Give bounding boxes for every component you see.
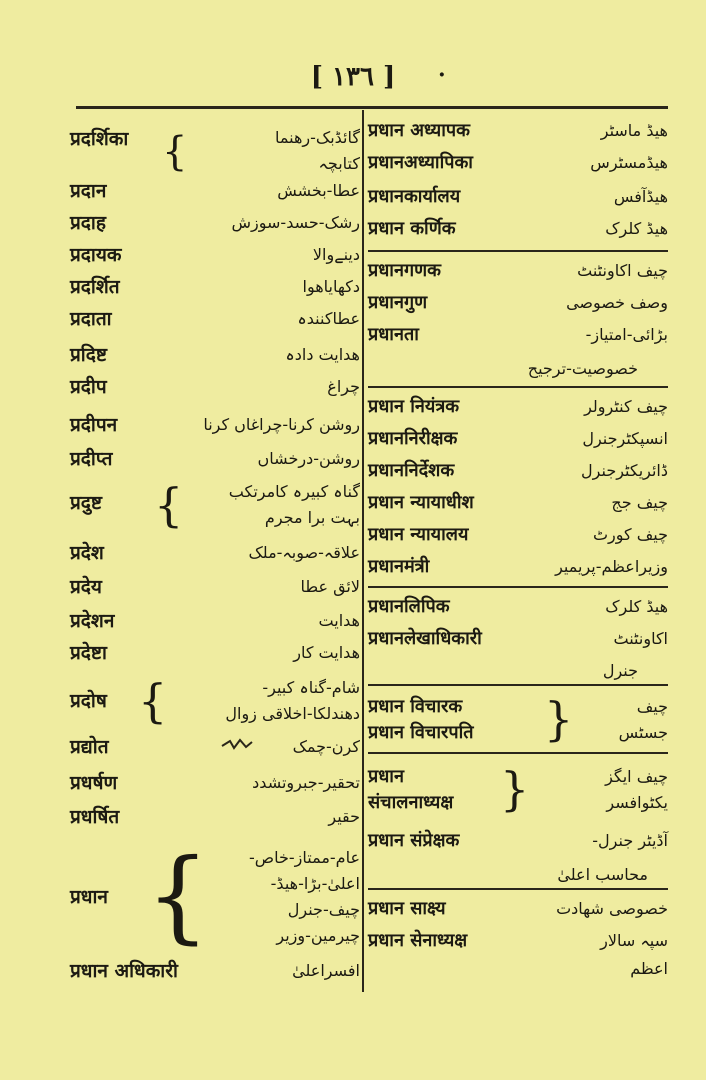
hindi-headword: प्रदेश <box>70 542 104 564</box>
page-number-label: [ ١٣٦ ] <box>310 62 396 92</box>
urdu-meaning: چیف <box>636 697 668 716</box>
urdu-meaning: کرن-چمک <box>292 737 360 756</box>
urdu-meaning: شام-گناہ کبیر- <box>262 678 360 697</box>
urdu-meaning: بہت برا مجرم <box>264 508 360 527</box>
brace-icon: } <box>544 692 574 746</box>
urdu-meaning: وصف خصوصی <box>566 293 668 312</box>
hindi-headword: प्रधान अध्यापक <box>368 120 470 141</box>
hindi-headword: प्रदिष्ट <box>70 344 107 366</box>
urdu-meaning: حقیر <box>328 807 360 826</box>
urdu-meaning: اعظم <box>630 959 668 978</box>
hindi-headword: प्रधान <box>368 766 404 787</box>
brace-icon: { <box>138 674 168 728</box>
urdu-meaning: عام-ممتاز-خاص- <box>248 848 360 867</box>
urdu-meaning: چیف کنٹرولر <box>584 397 668 416</box>
urdu-meaning: هدایت کار <box>293 643 360 662</box>
urdu-meaning: هیڈمسٹرس <box>590 153 668 172</box>
hindi-headword: प्रधान न्यायालय <box>368 524 469 545</box>
hindi-headword: प्रधर्षित <box>70 806 120 828</box>
urdu-meaning: خصوصی شهادت <box>556 899 668 918</box>
urdu-meaning: هیڈآفس <box>613 187 668 206</box>
urdu-meaning: محاسب اعلیٰ <box>557 865 648 884</box>
urdu-meaning: چیف اکاونٹنٹ <box>577 261 668 280</box>
urdu-meaning: گائڈبک-رهنما <box>274 128 360 147</box>
urdu-meaning: انسپکٹرجنرل <box>582 429 668 448</box>
urdu-meaning: جسٹس <box>618 723 668 742</box>
urdu-meaning: دکھایاهوا <box>302 277 360 296</box>
urdu-meaning: دینےوالا <box>312 245 360 264</box>
hindi-headword: प्रधाननिरीक्षक <box>368 428 458 449</box>
urdu-meaning: روشن کرنا-چراغاں کرنا <box>203 415 360 434</box>
urdu-meaning: چراغ <box>327 377 360 396</box>
hindi-headword: प्रधानअध्यापिका <box>368 152 473 173</box>
urdu-meaning: تحقیر-جبروتشدد <box>252 773 360 792</box>
urdu-meaning: چیف-جنرل <box>287 900 360 919</box>
urdu-meaning: عطا-بخشش <box>277 181 360 200</box>
page-dot: · <box>438 62 448 88</box>
hindi-headword: प्रदान <box>70 180 107 202</box>
page-number <box>0 62 706 92</box>
hindi-headword: प्रधाननिर्देशक <box>368 460 455 481</box>
hindi-headword: प्रदीपन <box>70 414 118 436</box>
urdu-meaning: هیڈ کلرک <box>605 219 668 238</box>
hindi-headword: प्रदायक <box>70 244 122 266</box>
hindi-headword: प्रधान संप्रेक्षक <box>368 830 460 851</box>
urdu-meaning: سپہ سالار <box>600 931 668 950</box>
hindi-headword: प्रधान <box>70 886 108 908</box>
urdu-meaning: دهندلکا-اخلاقی زوال <box>225 704 360 723</box>
section-divider <box>368 586 668 588</box>
hindi-headword: प्रधान नियंत्रक <box>368 396 460 417</box>
hindi-headword: प्रधान सेनाध्यक्ष <box>368 930 468 951</box>
urdu-meaning: اکاونٹنٹ <box>613 629 668 648</box>
urdu-meaning: یکٹوافسر <box>606 793 668 812</box>
urdu-meaning: لائق عطا <box>300 577 360 596</box>
scribble-mark-icon <box>220 738 254 752</box>
section-divider <box>368 386 668 388</box>
column-divider <box>362 110 364 992</box>
hindi-headword: प्रधानकार्यालय <box>368 186 461 207</box>
urdu-meaning: عطاکنندہ <box>297 309 360 328</box>
urdu-meaning: چیرمین-وزیر <box>276 926 360 945</box>
hindi-headword: प्रधान विचारक <box>368 696 463 717</box>
urdu-meaning: کتابچہ <box>318 154 360 173</box>
hindi-headword: प्रधान साक्ष्य <box>368 898 446 919</box>
urdu-meaning: علاقہ-صوبہ-ملک <box>248 543 360 562</box>
urdu-meaning: گناہ کبیرہ کامرتکب <box>228 482 360 501</box>
hindi-headword: प्रदेशन <box>70 610 115 632</box>
hindi-headword: प्रदर्शिका <box>70 128 129 150</box>
urdu-meaning: افسراعلیٰ <box>292 961 360 980</box>
urdu-meaning: اعلیٰ-بڑا-هیڈ- <box>270 874 360 893</box>
urdu-meaning: خصوصیت-ترجیح <box>527 359 638 378</box>
hindi-headword: प्रदुष्ट <box>70 492 102 514</box>
hindi-headword: प्रधर्षण <box>70 772 118 794</box>
urdu-meaning: رشک-حسد-سوزش <box>231 213 360 232</box>
hindi-headword: प्रधानगुण <box>368 292 428 313</box>
section-divider <box>368 888 668 890</box>
hindi-headword: प्रदेय <box>70 576 102 598</box>
section-divider <box>368 752 668 754</box>
hindi-headword: प्रधानगणक <box>368 260 441 281</box>
urdu-meaning: چیف جج <box>611 493 668 512</box>
urdu-meaning: بڑائی-امتیاز- <box>585 325 668 344</box>
urdu-meaning: هیڈ کلرک <box>605 597 668 616</box>
hindi-headword: प्रदीप <box>70 376 107 398</box>
urdu-meaning: روشن-درخشاں <box>257 449 360 468</box>
urdu-meaning: هدایت دادہ <box>285 345 360 364</box>
hindi-headword: प्रदाह <box>70 212 106 234</box>
header-rule <box>76 106 668 109</box>
hindi-headword: प्रदोष <box>70 690 107 712</box>
hindi-headword: प्रधान अधिकारी <box>70 960 178 982</box>
hindi-headword: प्रधानलेखाधिकारी <box>368 628 482 649</box>
urdu-meaning: آڈیٹر جنرل- <box>592 831 668 850</box>
urdu-meaning: چیف کورٹ <box>592 525 668 544</box>
hindi-headword: प्रदर्शित <box>70 276 120 298</box>
urdu-meaning: جنرل <box>602 661 638 680</box>
brace-icon: { <box>154 478 184 532</box>
brace-icon: } <box>500 762 530 816</box>
hindi-headword: प्रदाता <box>70 308 112 330</box>
urdu-meaning: هدایت <box>318 611 360 630</box>
section-divider <box>368 684 668 686</box>
section-divider <box>368 250 668 252</box>
hindi-headword: संचालनाध्यक्ष <box>368 792 454 813</box>
hindi-headword: प्रधान कर्णिक <box>368 218 456 239</box>
hindi-headword: प्रधानलिपिक <box>368 596 450 617</box>
hindi-headword: प्रदेष्टा <box>70 642 107 664</box>
hindi-headword: प्रधान विचारपति <box>368 722 474 743</box>
brace-icon: { <box>162 129 188 175</box>
hindi-headword: प्रधान न्यायाधीश <box>368 492 474 513</box>
hindi-headword: प्रधानमंत्री <box>368 556 430 577</box>
brace-icon: { <box>146 837 210 954</box>
urdu-meaning: ڈائریکٹرجنرل <box>581 461 668 480</box>
hindi-headword: प्रदीप्त <box>70 448 113 470</box>
urdu-meaning: وزیراعظم-پریمیر <box>555 557 668 576</box>
hindi-headword: प्रधानता <box>368 324 419 345</box>
urdu-meaning: هیڈ ماسٹر <box>600 121 668 140</box>
urdu-meaning: چیف ایگز <box>605 767 668 786</box>
hindi-headword: प्रद्योत <box>70 736 109 758</box>
